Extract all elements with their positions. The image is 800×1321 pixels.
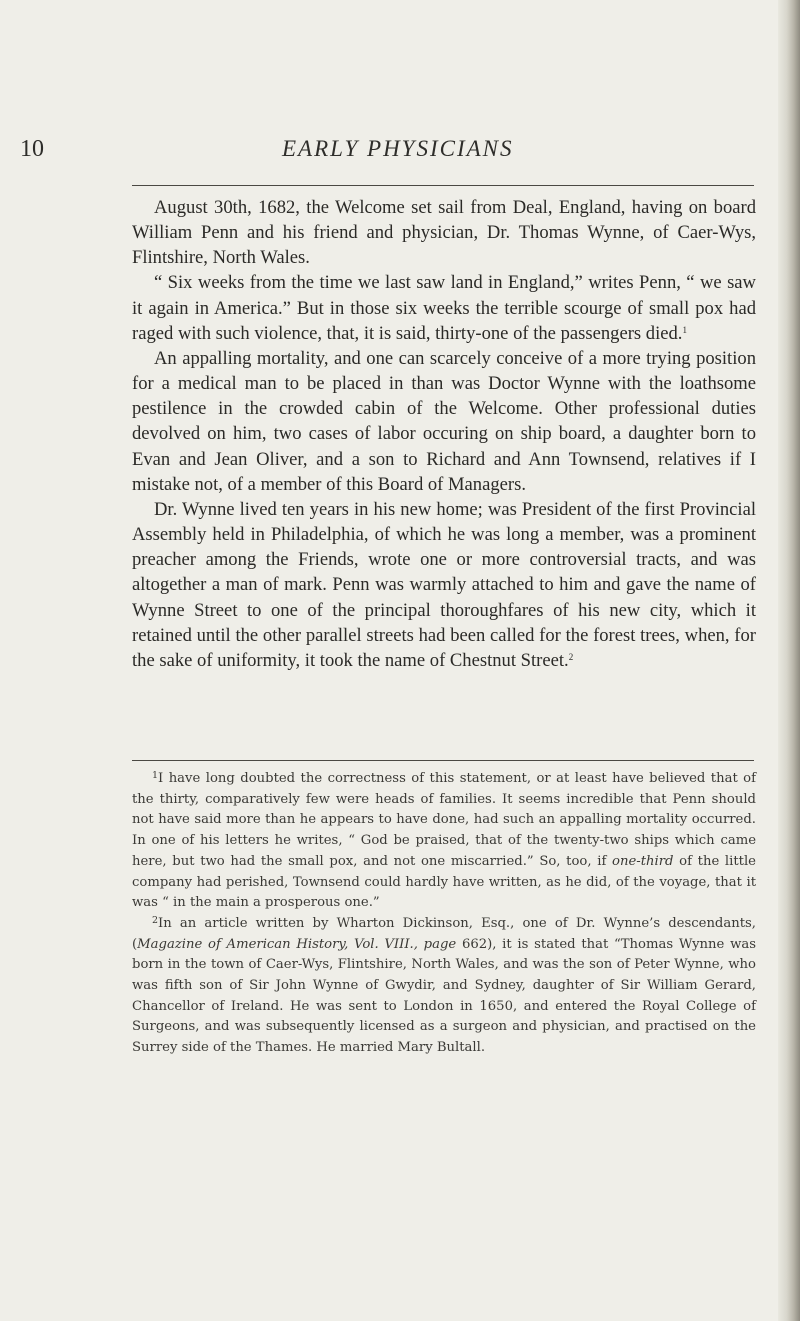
footnote-2-mark: 2 bbox=[152, 914, 159, 926]
page-header bbox=[20, 128, 760, 168]
header-rule bbox=[132, 185, 754, 186]
page-edge-shadow bbox=[778, 0, 800, 1321]
paragraph-wynne-life: Dr. Wynne lived ten years in his new home; was President of the first Provincial Assembly held in Philadelphia, of which he was long a member, was a prominent preacher among the Friends, wrote one or more controversial tracts, and was altogether a man of mark. Penn was warmly attached to him and gave the name of Wynne Street to one of the principal thoroughfares of his new city, which it retained until the other parallel streets had been called for the forest trees, when, for the sake of uniformity, it took the name of Chestnut Street.$^2$ bbox=[132, 498, 756, 671]
footnote-rule bbox=[132, 760, 754, 761]
footnote-1-mark: 1 bbox=[152, 770, 159, 781]
footnote-2: $^2$In an article written by Wharton Dickinson, Esq., one of Dr. Wynne’s descendants, (Magazine of American History, Vol. VIII., page 662), it is stated that “Thomas Wynne was born in the town of Caer-Wys, Flintshire, North Wales, and was the son of Peter Wynne, who was fifth son of Sir John Wynne of Gwydir, and Sydney, daughter of Sir William Gerard, Chancellor of Ireland. He was sent to London in 1650, and entered the Royal College of Surgeons, and was subsequently licensed as a surgeon and physician, and practised on the Surrey side of the Thames. He married Mary Bultall. bbox=[132, 914, 756, 1056]
paragraph-small-pox: “ Six weeks from the time we last saw land in England,” writes Penn, “ we saw it again in America.” But in those six weeks the terrible scourge of small pox had raged with such violence, that, it is said, thirty-one of the passengers died.$^1$ bbox=[132, 272, 756, 344]
paragraph-mortality: An appalling mortality, and one can scarcely conceive of a more trying position for a medical man to be placed in than was Doctor Wynne with the loathsome pestilence in the crowded cabin of the Welcome. Other professional duties devolved on him, two cases of labor occuring on ship board, a daughter born to Evan and Jean Oliver, and a son to Richard and Ann Townsend, relatives if I mistake not, of a member of this Board of Managers. bbox=[132, 347, 756, 495]
page-number: 10 bbox=[20, 136, 44, 162]
footnote-1: $^1$I have long doubted the correctness of this statement, or at least have believed that of the thirty, comparatively few were heads of families. It seems incredible that Penn should not have said more than he appears to have done, had such an appalling mortality occurred. In one of his letters he writes, “ God be praised, that of the twenty-two ships which came here, but two had the small pox, and not one miscarried.” So, too, if one-third of the little company had perished, Townsend could hardly have written, as he did, of the voyage, that it was “ in the main a prosperous one.” bbox=[132, 770, 756, 911]
main-text bbox=[132, 195, 756, 673]
footnote-reference-2[interactable]: 2 bbox=[568, 651, 574, 662]
paragraph-voyage: August 30th, 1682, the Welcome set sail from Deal, England, having on board William Penn and his friend and physician, Dr. Thomas Wynne, of Caer-Wys, Flintshire, North Wales. bbox=[132, 197, 756, 269]
footnote-reference-1[interactable]: 1 bbox=[682, 324, 687, 335]
footnotes bbox=[132, 769, 756, 1059]
running-title: EARLY PHYSICIANS bbox=[282, 136, 514, 161]
